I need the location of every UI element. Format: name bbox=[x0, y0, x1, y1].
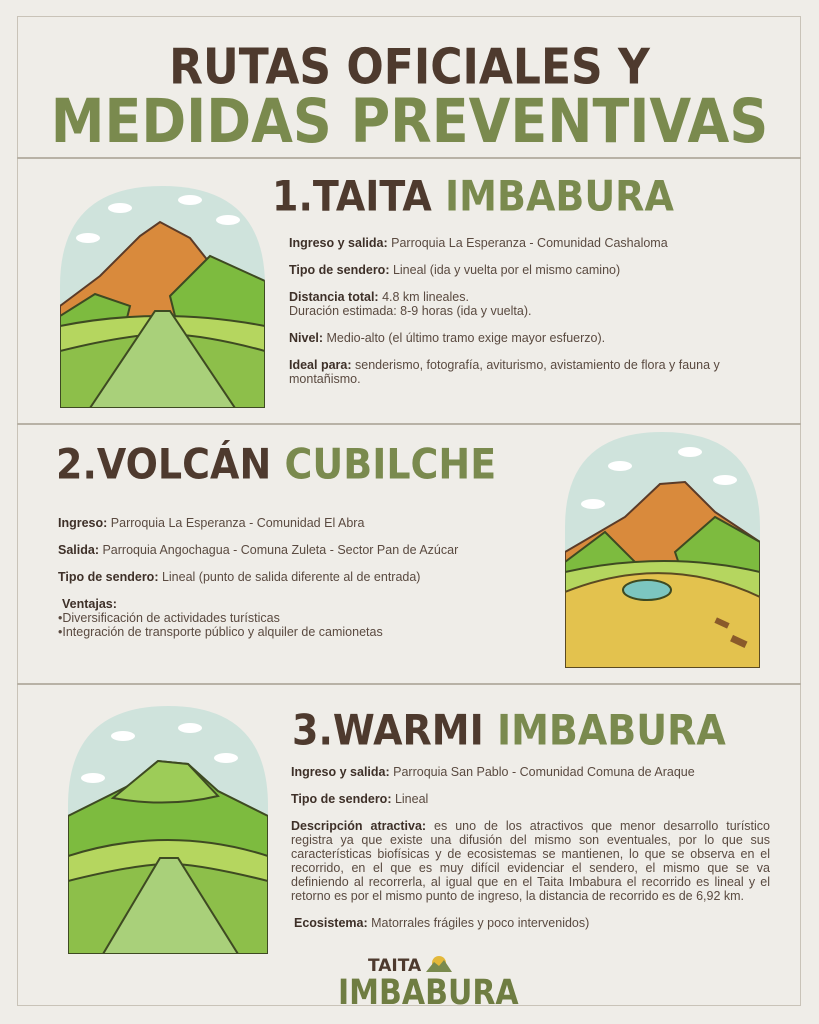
field-tipo-sendero: Tipo de sendero: Lineal (punto de salida diferente al de entrada) bbox=[58, 570, 421, 584]
logo-text-bottom: IMBABURA bbox=[338, 973, 519, 1014]
field-distancia: Distancia total: 4.8 km lineales. bbox=[289, 290, 469, 304]
page-title-line2: MEDIDAS PREVENTIVAS bbox=[50, 86, 769, 157]
field-tipo-sendero: Tipo de sendero: Lineal bbox=[291, 792, 429, 806]
field-salida: Salida: Parroquia Angochagua - Comuna Zuleta - Sector Pan de Azúcar bbox=[58, 543, 459, 557]
divider bbox=[17, 423, 801, 425]
route-number: 2. bbox=[56, 440, 97, 489]
route-number: 3. bbox=[292, 706, 333, 755]
route-name: VOLCÁN bbox=[96, 440, 285, 489]
divider bbox=[17, 683, 801, 685]
volcano-crater-lagoon-illustration bbox=[565, 432, 760, 668]
ventaja-item: •Integración de transporte público y alquiler de camionetas bbox=[58, 625, 383, 639]
mountain-sun-logo-icon bbox=[426, 950, 452, 972]
route-2-heading bbox=[56, 440, 496, 488]
field-ideal: Ideal para: senderismo, fotografía, aviturismo, avistamiento de flora y fauna y montañismo. bbox=[289, 358, 720, 386]
green-mountain-valley-illustration bbox=[68, 706, 268, 954]
ventajas-label: Ventajas: bbox=[62, 597, 117, 611]
field-descripcion: Descripción atractiva: es uno de los atractivos que menor desarrollo turístico registra ya que existe una difusión del mismo son eventuales, por lo que sus características biofísicas y de ecosistemas se mantienen, lo que se observa en el recorrido, en el que es muy difícil evidenciar el sendero, el mismo que se va definiendo al recorrerla, al igual que en el Taita Imbabura el recorrido es lineal y el retorno es por el mismo punto de ingreso, la distancia de recorrido es de 6,92 km. bbox=[291, 819, 770, 903]
route-2-info bbox=[58, 516, 538, 639]
route-name-highlight: IMBABURA bbox=[445, 172, 674, 221]
logo-text-top: TAITA bbox=[368, 956, 422, 976]
route-number: 1. bbox=[272, 172, 313, 221]
field-ingreso: Ingreso: Parroquia La Esperanza - Comunidad El Abra bbox=[58, 516, 365, 530]
field-ingreso-salida: Ingreso y salida: Parroquia San Pablo - Comunidad Comuna de Araque bbox=[291, 765, 695, 779]
ventaja-item: •Diversificación de actividades turísticas bbox=[58, 611, 280, 625]
page-title-line1: RUTAS OFICIALES Y bbox=[169, 38, 650, 97]
route-name-highlight: IMBABURA bbox=[496, 706, 726, 755]
route-3-info bbox=[291, 765, 770, 943]
field-nivel: Nivel: Medio-alto (el último tramo exige mayor esfuerzo). bbox=[289, 331, 606, 345]
route-3-heading bbox=[292, 706, 726, 754]
route-name: WARMI bbox=[332, 706, 497, 755]
field-tipo-sendero: Tipo de sendero: Lineal (ida y vuelta por el mismo camino) bbox=[289, 263, 621, 277]
ventajas-block bbox=[62, 597, 538, 611]
divider bbox=[17, 157, 801, 159]
field-duracion: Duración estimada: 8-9 horas (ida y vuelta). bbox=[289, 304, 532, 318]
route-1-info bbox=[289, 236, 789, 399]
volcano-green-hills-path-illustration bbox=[60, 186, 265, 408]
taita-imbabura-logo bbox=[338, 950, 519, 1016]
field-ingreso-salida: Ingreso y salida: Parroquia La Esperanza - Comunidad Cashaloma bbox=[289, 236, 668, 250]
route-name: TAITA bbox=[312, 172, 446, 221]
route-1-heading bbox=[272, 172, 674, 220]
field-ecosistema: Ecosistema: Matorrales frágiles y poco intervenidos) bbox=[294, 916, 590, 930]
route-name-highlight: CUBILCHE bbox=[284, 440, 497, 489]
